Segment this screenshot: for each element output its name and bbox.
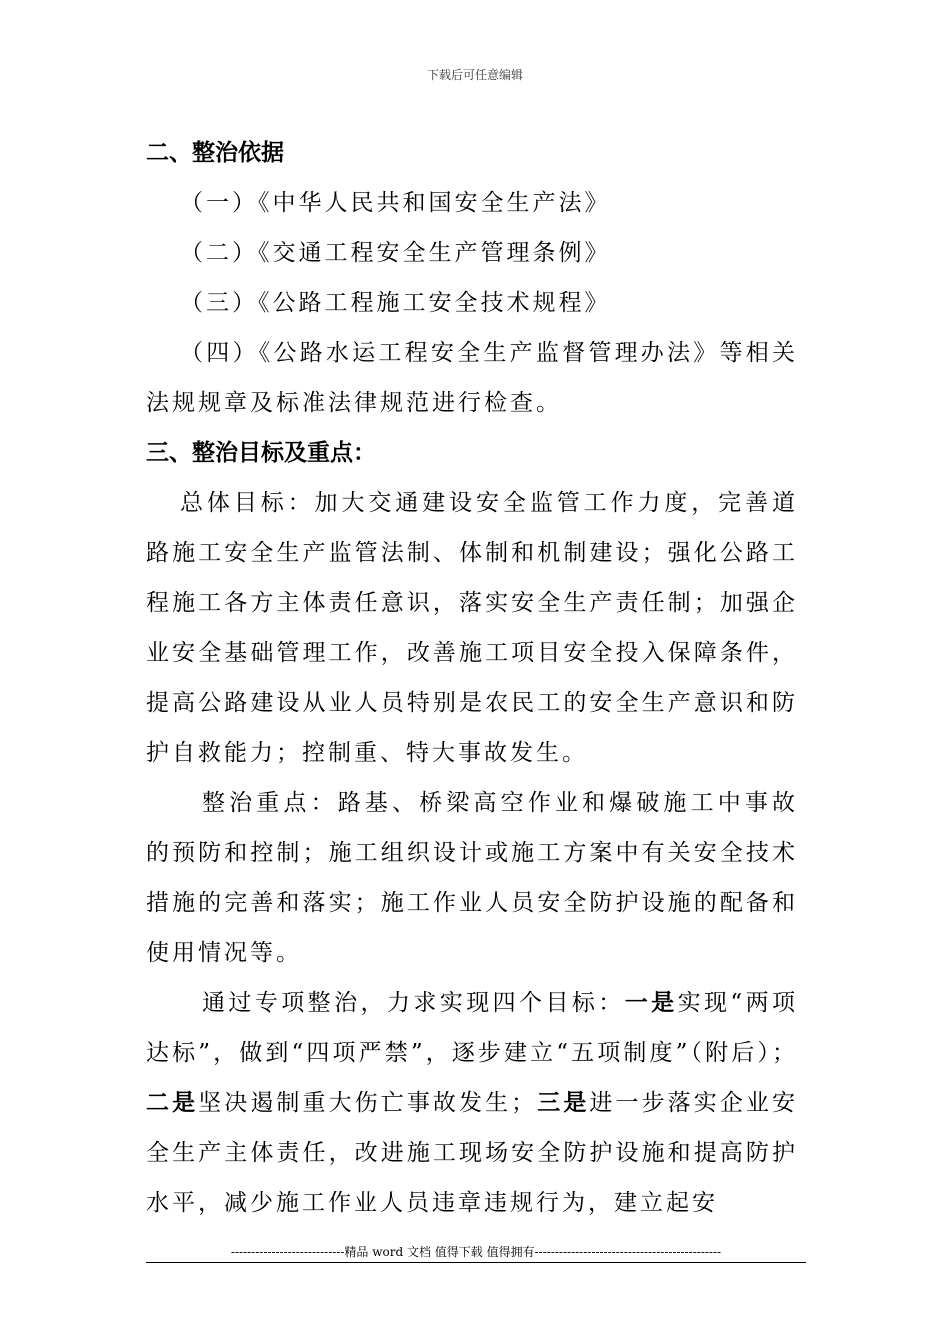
basis-item-3: （三）《公路工程施工安全技术规程》: [180, 290, 611, 316]
section-heading-basis: 二、整治依据: [146, 140, 284, 166]
page-footer: ----------------------------精品 word 文档 值得下载 值得拥有----------------------------------------------: [230, 1245, 722, 1259]
target-three-text: 进一步落实企业安全生产主体责任，改进施工现场安全防护设施和提高防护水平，减少施工作业人员违章违规行为，建立起安: [146, 1090, 799, 1216]
target-one-text: 实现“两项达标”，做到“四项严禁”，逐步建立“五项制度”（附后）；: [146, 990, 798, 1066]
target-two-label: 二是: [146, 1090, 199, 1116]
document-body: [146, 128, 798, 1228]
focus-paragraph: 整治重点：路基、桥梁高空作业和爆破施工中事故的预防和控制；施工组织设计或施工方案中有关安全技术措施的完善和落实；施工作业人员安全防护设施的配备和使用情况等。: [146, 790, 798, 966]
section-heading-goals: 三、整治目标及重点：: [146, 440, 376, 466]
footer-divider: [146, 1262, 806, 1263]
targets-intro: 通过专项整治，力求实现四个目标：: [202, 990, 625, 1016]
target-two-text: 坚决遏制重大伤亡事故发生；: [198, 1090, 538, 1116]
page-header: 下载后可任意编辑: [426, 68, 523, 82]
basis-item-4: （四）《公路水运工程安全生产监督管理办法》等相关法规规章及标准法律规范进行检查。: [146, 340, 798, 416]
target-one-label: 一是: [624, 990, 678, 1016]
overall-goal-paragraph: 总体目标：加大交通建设安全监管工作力度，完善道路施工安全生产监管法制、体制和机制建设；强化公路工程施工各方主体责任意识，落实安全生产责任制；加强企业安全基础管理工作，改善施工项目安全投入保障条件，提高公路建设从业人员特别是农民工的安全生产意识和防护自救能力；控制重、特大事故发生。: [146, 490, 798, 766]
basis-item-1: （一）《中华人民共和国安全生产法》: [180, 190, 611, 216]
targets-paragraph: [146, 978, 798, 1228]
basis-item-2: （二）《交通工程安全生产管理条例》: [180, 240, 611, 266]
target-three-label: 三是: [537, 1090, 590, 1116]
